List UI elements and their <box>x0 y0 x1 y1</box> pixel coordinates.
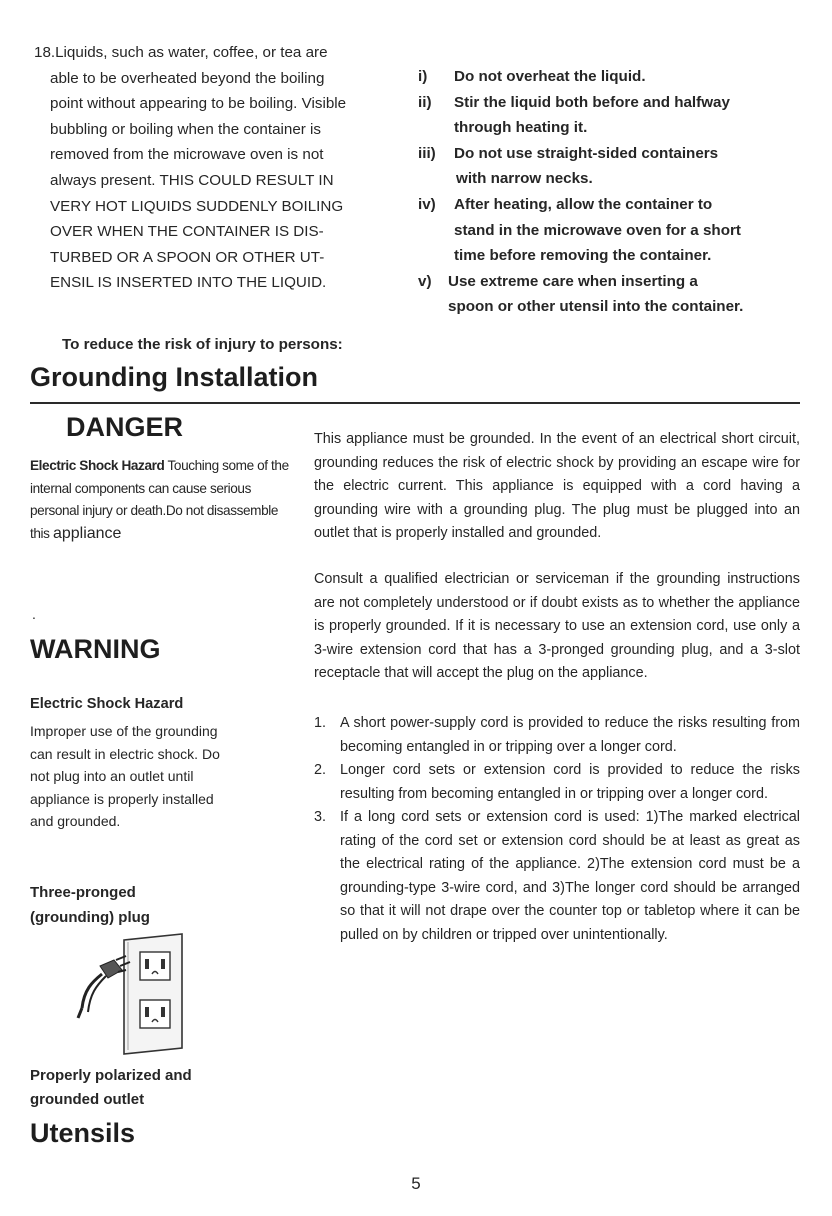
warning-text <box>30 720 288 833</box>
tip-item <box>418 192 818 269</box>
danger-lead: Electric Shock Hazard <box>30 458 165 473</box>
danger-text <box>30 455 290 545</box>
item-18-first-line: 18.Liquids, such as water, coffee, or tea are <box>34 44 328 61</box>
tip-number: i) <box>418 68 428 85</box>
warning-subtitle: Electric Shock Hazard <box>30 696 184 712</box>
page-number: 5 <box>411 1174 421 1193</box>
tip-line: After heating, allow the container to <box>454 195 713 213</box>
plug-label-line: Three-pronged <box>30 884 136 901</box>
heading-divider <box>30 402 800 404</box>
electrician-paragraph: Consult a qualified electrician or serviceman if the grounding instructions are not completely understood or if doubt exists as to whether the appliance is properly grounded. If it is necessary to use an extension cord, use only a 3-wire extension cord that has a 3-pronged grounding plug, and a 3-slot receptacle that will accept the plug on the appliance. <box>314 571 800 681</box>
outlet-label-line: grounded outlet <box>30 1091 145 1108</box>
tip-line: stand in the microwave oven for a short <box>454 221 741 239</box>
plug-label-line: (grounding) plug <box>30 909 150 926</box>
item-18-text <box>34 40 406 296</box>
tip-line: Stir the liquid both before and halfway <box>454 93 730 111</box>
item-18-line: removed from the microwave oven is not <box>50 146 324 164</box>
danger-tail: appliance <box>52 524 122 542</box>
warning-line: not plug into an outlet until <box>30 768 194 784</box>
warning-line: appliance is properly installed <box>30 790 214 807</box>
item-18-line: OVER WHEN THE CONTAINER IS DIS- <box>50 223 324 241</box>
grounded-outlet-illustration <box>66 932 196 1056</box>
item-18-line: bubbling or boiling when the container is <box>50 120 322 138</box>
tip-line: through heating it. <box>454 119 588 137</box>
outlet-label-line: Properly polarized and <box>30 1067 192 1084</box>
outlet-label <box>30 1064 192 1112</box>
tip-line: time before removing the container. <box>454 247 712 265</box>
list-text: If a long cord sets or extension cord is used: 1)The marked electrical rating of the cord set or extension cord should be at least as great as the electrical rating of the appliance. 2)The extension cord must be a grounding-type 3-wire cord, and 3)The longer cord should be arranged so that it will not drape over the counter top or tabletop where it can be pulled on by children or tripped over unintentionally. <box>340 809 800 943</box>
tip-item <box>418 269 818 320</box>
danger-title: DANGER <box>66 412 184 442</box>
item-18-line: TURBED OR A SPOON OR OTHER UT- <box>50 248 325 266</box>
warning-line: and grounded. <box>30 813 121 829</box>
tip-item <box>418 64 818 90</box>
tip-line: Use extreme care when inserting a <box>448 272 698 290</box>
item-18-body <box>34 66 406 296</box>
item-18-line: VERY HOT LIQUIDS SUDDENLY BOILING <box>50 197 344 215</box>
liquid-safety-tips <box>418 64 818 320</box>
grounding-paragraph: This appliance must be grounded. In the event of an electrical short circuit, grounding reduces the risk of electric shock by providing an escape wire for the electric current. This appliance is equipped with a cord having a grounding wire with a grounding plug. The plug must be plugged into an outlet that is properly installed and grounded. <box>314 431 800 541</box>
tip-item <box>418 90 818 141</box>
danger-body: Touching some of the internal components can cause serious personal injury or death.Do not disassemble this <box>30 458 289 541</box>
item-18-line: able to be overheated beyond the boiling <box>50 69 325 87</box>
tip-line: with narrow necks. <box>456 170 593 188</box>
list-item <box>314 712 800 759</box>
grounding-installation-heading: Grounding Installation <box>30 362 318 392</box>
list-number: 2. <box>314 762 327 778</box>
reduce-risk-statement: To reduce the risk of injury to persons: <box>62 336 343 353</box>
tip-number: iii) <box>418 144 436 162</box>
item-18-line: always present. THIS COULD RESULT IN <box>50 171 334 189</box>
stray-mark: . <box>32 606 36 622</box>
tip-item <box>418 141 818 192</box>
list-number: 1. <box>314 715 327 731</box>
item-18-line: ENSIL IS INSERTED INTO THE LIQUID. <box>50 274 327 292</box>
plug-label <box>30 880 150 930</box>
list-text: A short power-supply cord is provided to reduce the risks resulting from becoming entangled in or tripping over a longer cord. <box>340 715 800 755</box>
tip-line: Do not overheat the liquid. <box>454 68 646 85</box>
list-item <box>314 806 800 947</box>
item-18-line: point without appearing to be boiling. Visible <box>50 95 347 113</box>
tip-line: spoon or other utensil into the container. <box>448 298 744 316</box>
list-number: 3. <box>314 809 327 825</box>
utensils-heading: Utensils <box>30 1118 136 1148</box>
warning-title: WARNING <box>30 634 161 664</box>
tip-number: ii) <box>418 93 432 111</box>
list-text: Longer cord sets or extension cord is provided to reduce the risks resulting from becoming entangled in or tripping over a longer cord. <box>340 762 800 802</box>
tip-line: Do not use straight-sided containers <box>454 144 719 162</box>
list-item <box>314 759 800 806</box>
warning-line: Improper use of the grounding <box>30 723 218 739</box>
tip-number: v) <box>418 272 432 290</box>
cord-instructions-list <box>314 712 800 947</box>
tip-number: iv) <box>418 195 436 213</box>
warning-line: can result in electric shock. Do <box>30 745 220 762</box>
